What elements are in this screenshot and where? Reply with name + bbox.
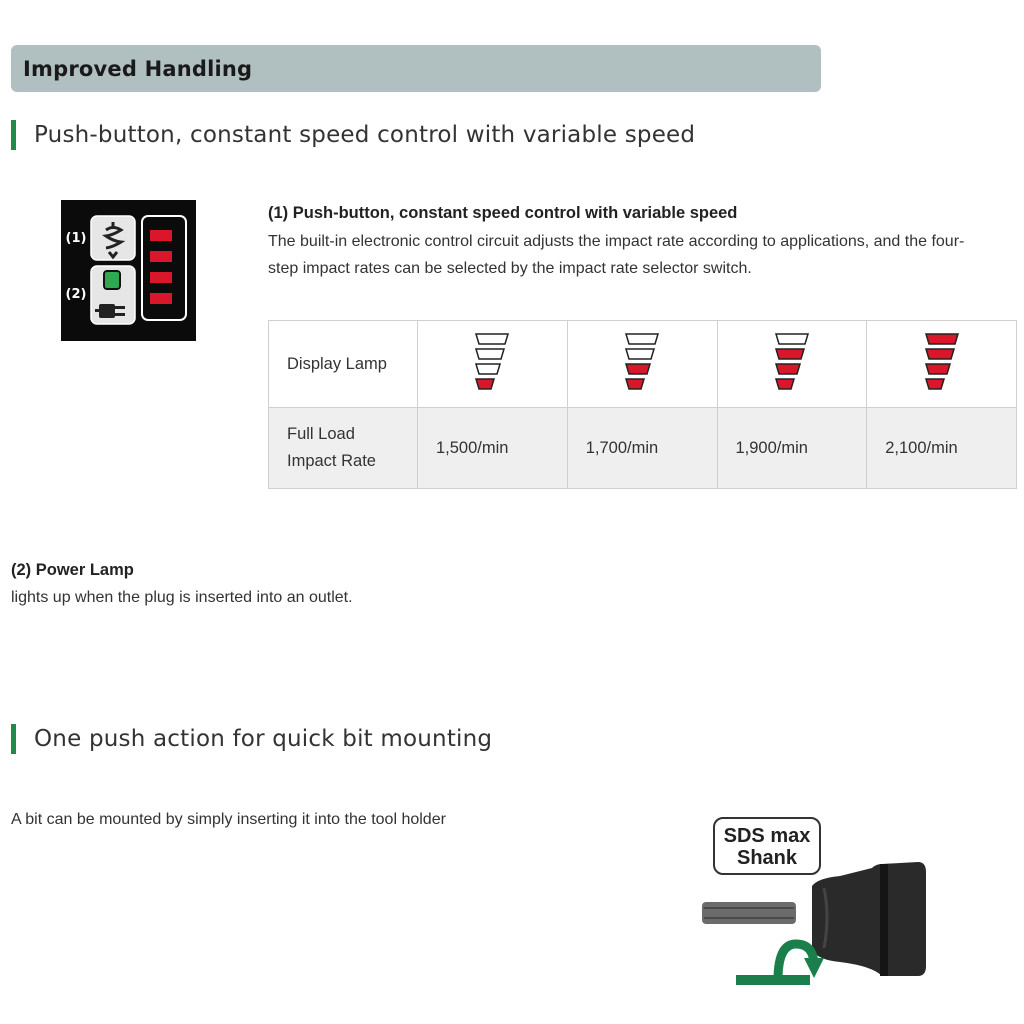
- lamp-cell-3: [717, 321, 867, 408]
- sds-max-bit-graphic: [700, 816, 930, 986]
- item2-title: (2) Power Lamp: [11, 561, 134, 579]
- badge-line1: SDS max: [723, 825, 811, 847]
- section-banner: [11, 45, 821, 92]
- item1-line2: step impact rates can be selected by the impact rate selector switch.: [268, 260, 752, 277]
- control-panel-image: [61, 200, 196, 341]
- banner-title: Improved Handling: [23, 56, 253, 81]
- item1-line1: The built-in electronic control circuit adjusts the impact rate according to applications, and the four-: [268, 233, 965, 250]
- section2-description: A bit can be mounted by simply inserting it into the tool holder: [11, 811, 446, 828]
- lamp-bar-unlit: [626, 349, 654, 359]
- panel-led-4: [150, 293, 172, 304]
- insert-arrow-icon: [736, 944, 824, 980]
- lamp-bar-lit: [776, 379, 794, 389]
- lamp-cell-2: [567, 321, 717, 408]
- display-lamp-icon-4: [922, 330, 962, 394]
- panel-led-2: [150, 251, 172, 262]
- table-row-impact-rate: [269, 408, 1017, 489]
- item1-title: (1) Push-button, constant speed control with variable speed: [268, 204, 738, 222]
- panel-led-1: [150, 230, 172, 241]
- item2-description: lights up when the plug is inserted into an outlet.: [11, 589, 353, 606]
- heading-accent-bar: [11, 120, 16, 150]
- heading-accent-bar: [11, 724, 16, 754]
- lamp-bar-unlit: [476, 349, 504, 359]
- power-lamp-led: [104, 271, 120, 289]
- table-header-impact-rate: [269, 408, 418, 489]
- impact-rate-label-line2: Impact Rate: [287, 452, 376, 470]
- lamp-cell-1: [418, 321, 568, 408]
- panel-label-1: (1): [65, 231, 87, 246]
- display-lamp-icon-1: [472, 330, 512, 394]
- section-title: One push action for quick bit mounting: [34, 726, 493, 752]
- impact-rate-value-1: 1,500/min: [418, 408, 568, 489]
- lamp-bar-lit: [926, 349, 954, 359]
- panel-label-2: (2): [65, 287, 87, 302]
- lamp-bar-lit: [476, 379, 494, 389]
- lamp-bar-lit: [626, 379, 644, 389]
- lamp-bar-lit: [776, 349, 804, 359]
- item1-description: [268, 228, 1008, 282]
- lamp-bar-lit: [626, 364, 650, 374]
- table-header-display-lamp: Display Lamp: [269, 321, 418, 408]
- impact-rate-label-line1: Full Load: [287, 425, 355, 443]
- lamp-bar-lit: [926, 334, 958, 344]
- lamp-bar-unlit: [776, 334, 808, 344]
- lamp-bar-lit: [926, 364, 950, 374]
- display-lamp-icon-2: [622, 330, 662, 394]
- impact-rate-value-3: 1,900/min: [717, 408, 867, 489]
- section-title: Push-button, constant speed control with variable speed: [34, 122, 696, 148]
- impact-rate-value-4: 2,100/min: [867, 408, 1017, 489]
- lamp-bar-unlit: [476, 334, 508, 344]
- section-heading-bit-mounting: [11, 724, 492, 754]
- badge-line2: Shank: [736, 847, 798, 869]
- sds-max-badge: [714, 818, 820, 874]
- impact-rate-table: [268, 320, 1017, 489]
- lamp-bar-unlit: [626, 334, 658, 344]
- tool-holder: [812, 862, 926, 976]
- lamp-cell-4: [867, 321, 1017, 408]
- drill-bit-shank: [702, 902, 796, 924]
- section-heading-speed-control: [11, 120, 695, 150]
- display-lamp-icon-3: [772, 330, 812, 394]
- lamp-bar-lit: [926, 379, 944, 389]
- power-lamp-button: [91, 266, 135, 324]
- table-row-display-lamp: [269, 321, 1017, 408]
- impact-rate-value-2: 1,700/min: [567, 408, 717, 489]
- panel-led-3: [150, 272, 172, 283]
- impact-rate-selector-button: [91, 216, 135, 260]
- lamp-bar-lit: [776, 364, 800, 374]
- lamp-bar-unlit: [476, 364, 500, 374]
